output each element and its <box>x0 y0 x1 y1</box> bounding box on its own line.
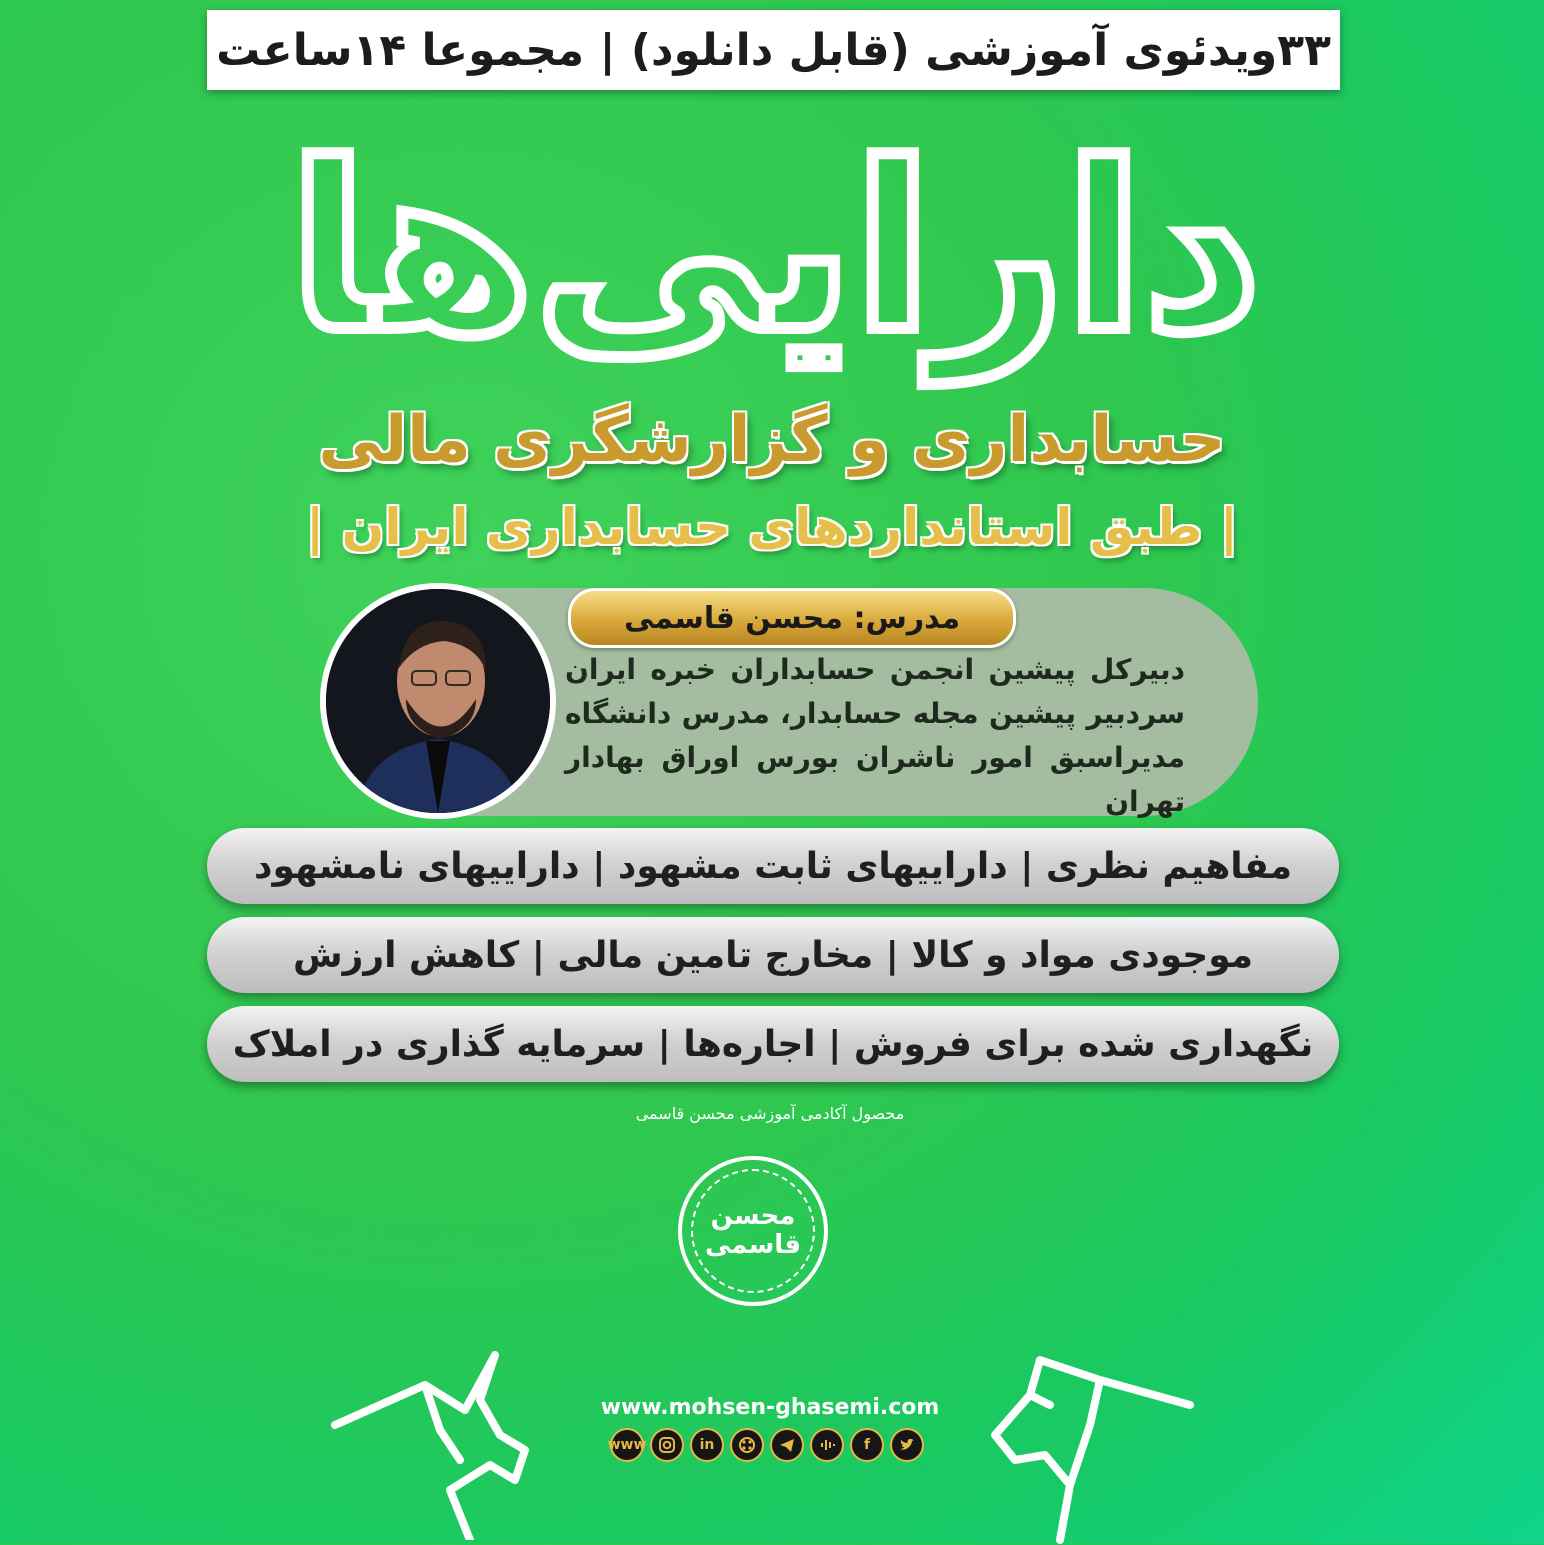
bear-icon <box>990 1355 1200 1545</box>
topic-bar-3 <box>207 1006 1339 1082</box>
academy-credit: محصول آکادمی آموزشی محسن قاسمی <box>635 1104 905 1123</box>
social-icons-row <box>607 1428 924 1466</box>
instagram-icon[interactable] <box>650 1428 684 1462</box>
instructor-photo <box>326 589 550 813</box>
instructor-name-badge <box>568 588 1016 648</box>
telegram-icon[interactable] <box>770 1428 804 1462</box>
facebook-icon[interactable]: f <box>850 1428 884 1462</box>
instructor-name: مدرس: محسن قاسمی <box>623 600 961 636</box>
linkedin-icon[interactable]: in <box>690 1428 724 1462</box>
topic-bar-1 <box>207 828 1339 904</box>
seal-inner <box>691 1169 815 1293</box>
top-banner <box>207 10 1340 90</box>
topic-bar-2 <box>207 917 1339 993</box>
web-icon[interactable]: www <box>610 1428 644 1462</box>
bull-icon <box>330 1340 550 1540</box>
instructor-bio <box>565 648 1185 824</box>
castbox-icon[interactable] <box>810 1428 844 1462</box>
seal-text: محسن قاسمی <box>704 1201 802 1260</box>
subtitle: حسابداری و گزارشگری مالی <box>318 403 1226 477</box>
topic-text: نگهداری شده برای فروش | اجاره‌ها | سرمایه گذاری در املاک <box>232 1023 1314 1065</box>
subtitle-standards: | طبق استانداردهای حسابداری ایران | <box>305 498 1239 556</box>
bio-line: مدیراسبق امور ناشران بورس اوراق بهادار تهران <box>565 741 1185 818</box>
bio-line: دبیرکل پیشین انجمن حسابداران خبره ایران <box>565 653 1185 686</box>
signature-seal-logo <box>678 1156 828 1306</box>
twitter-icon[interactable] <box>890 1428 924 1462</box>
topic-text: موجودی مواد و کالا | مخارج تامین مالی | کاهش ارزش <box>292 934 1254 976</box>
banner-text: ۳۳ویدئوی آموزشی (قابل دانلود) | مجموعا ۱۴ساعت <box>216 24 1331 76</box>
title-logo: دارایی‌ها <box>288 116 1262 383</box>
topic-text: مفاهیم نظری | داراییهای ثابت مشهود | داراییهای نامشهود <box>253 845 1293 887</box>
bio-line: سردبیر پیشین مجله حسابدار، مدرس دانشگاه <box>565 697 1185 730</box>
aparat-icon[interactable] <box>730 1428 764 1462</box>
website-url[interactable]: www.mohsen-ghasemi.com <box>600 1395 940 1420</box>
instructor-silhouette <box>326 589 550 813</box>
